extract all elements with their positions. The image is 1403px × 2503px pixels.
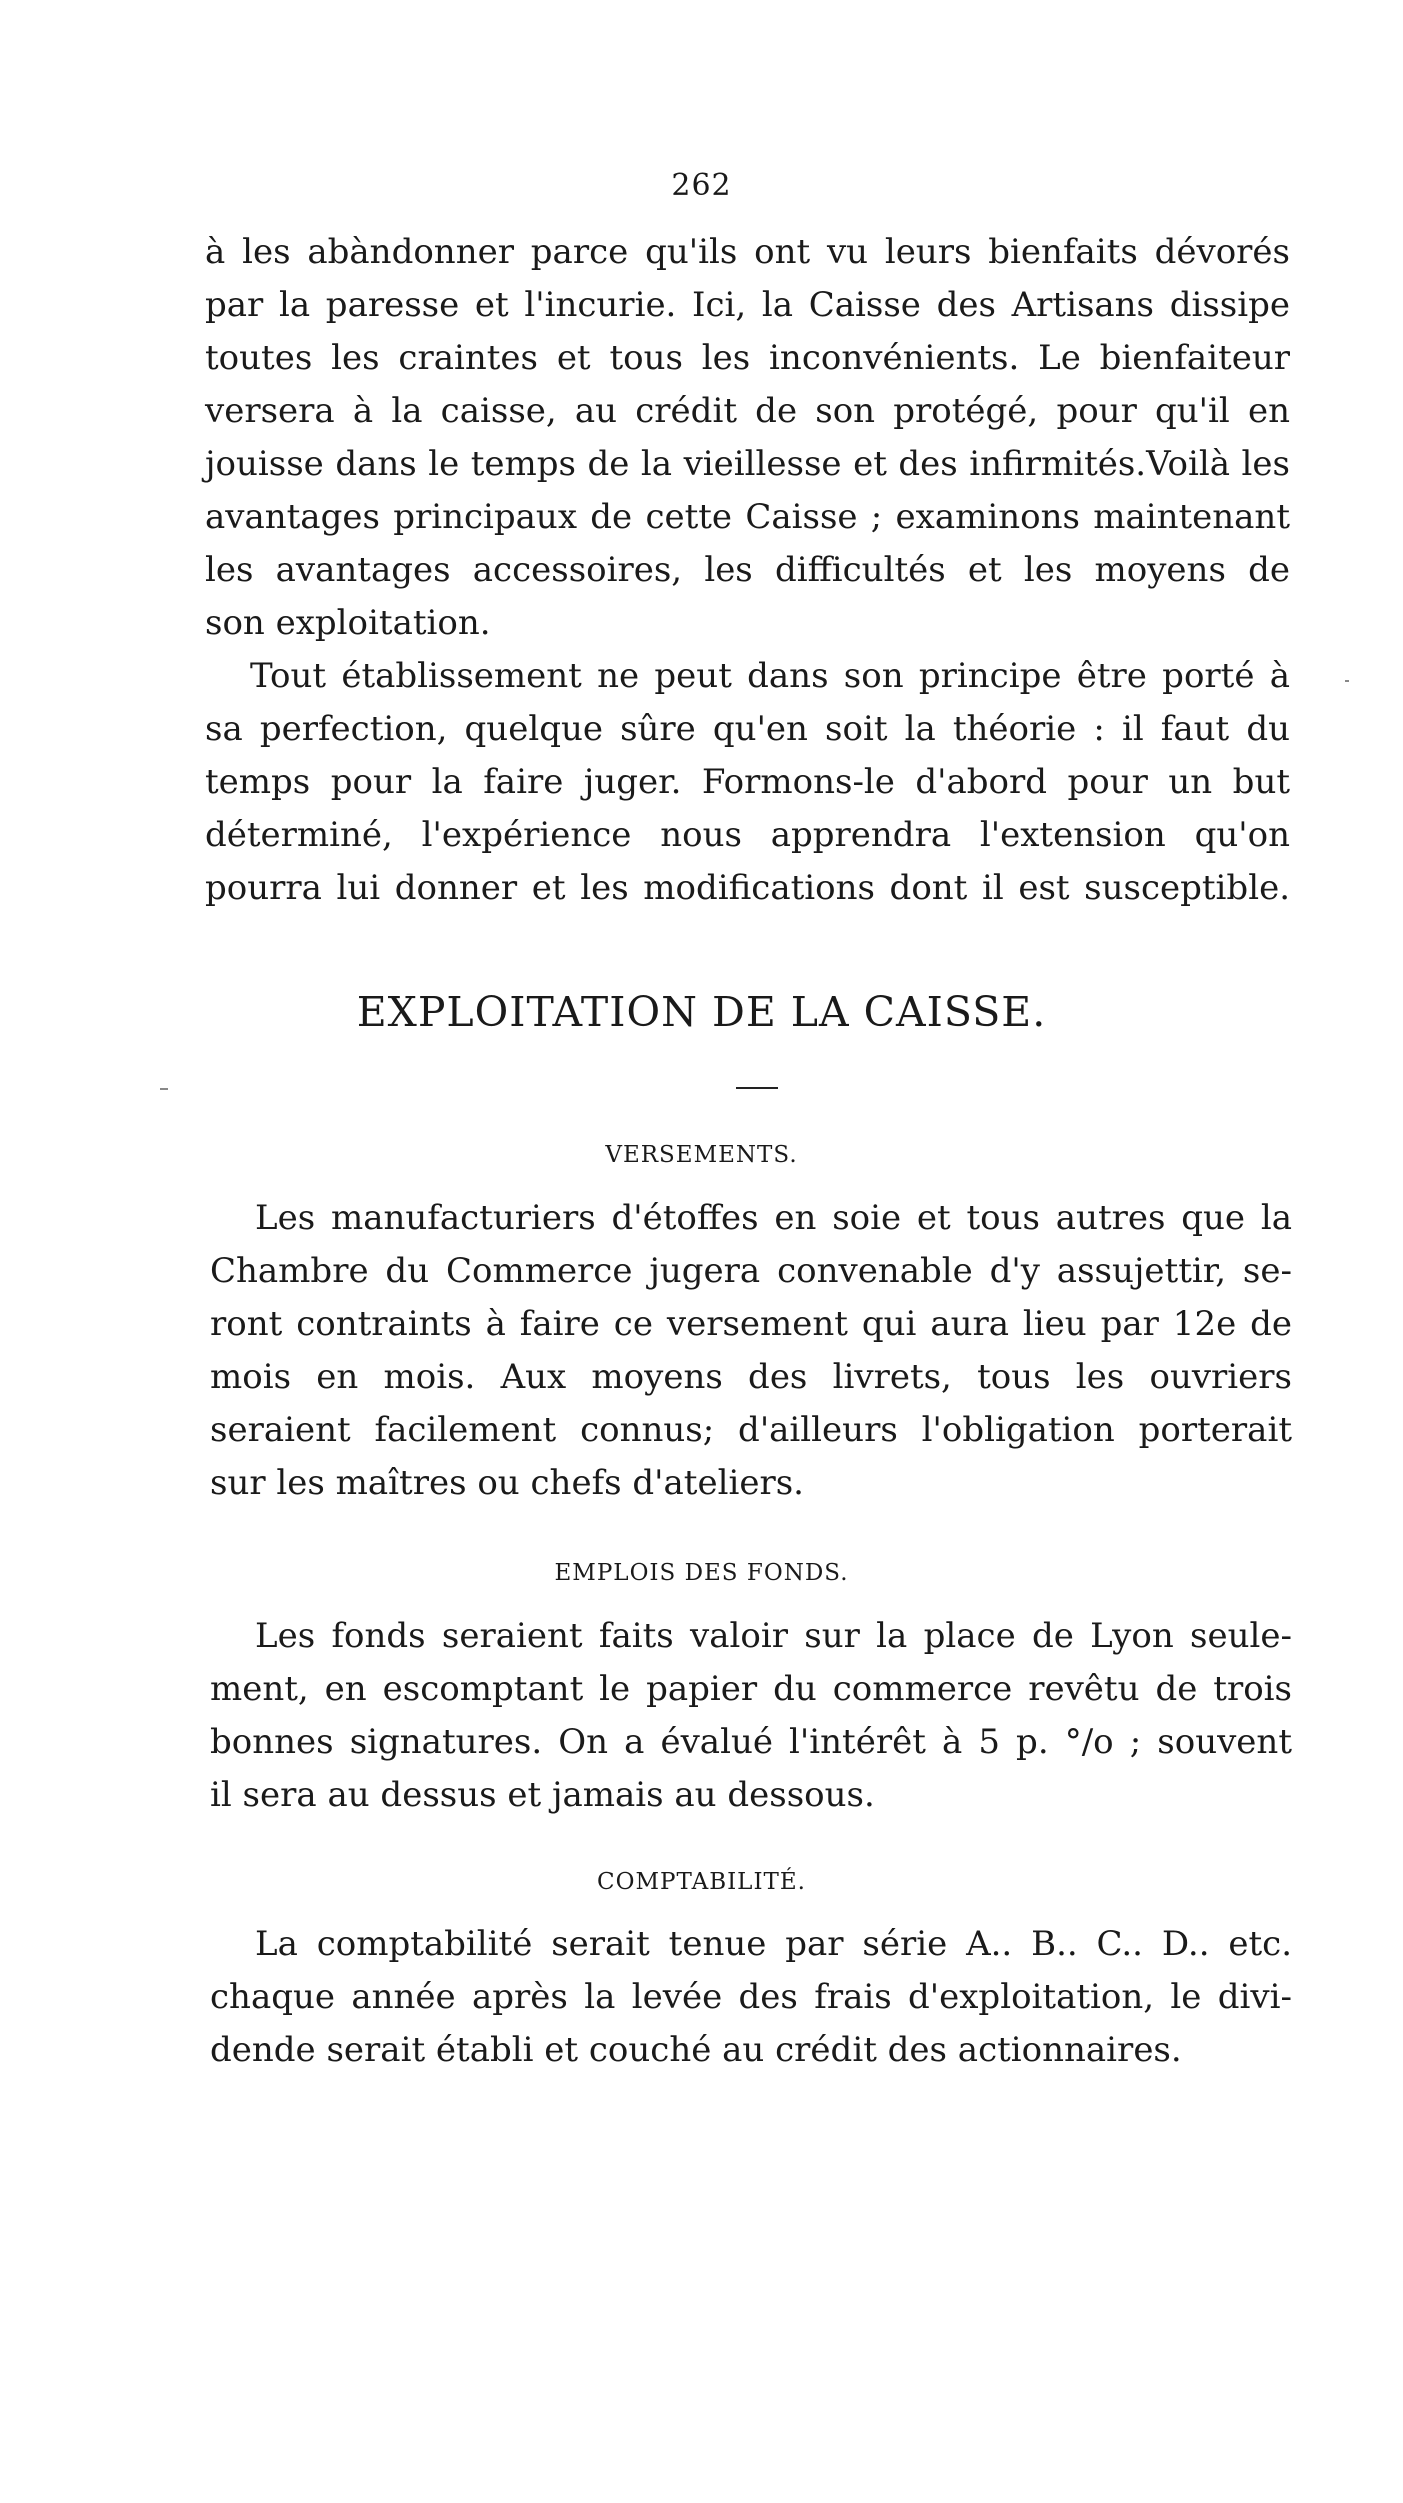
text-line: par la paresse et l'incurie. Ici, la Caisse des Artisans dissipe	[205, 285, 1290, 325]
text-line: sa perfection, quelque sûre qu'en soit la théorie : il faut du	[205, 709, 1290, 749]
text-line: ront contraints à faire ce versement qui aura lieu par 12e de	[210, 1304, 1292, 1344]
text-line: La comptabilité serait tenue par série A.. B.. C.. D.. etc.	[255, 1924, 1292, 1964]
paragraph-establishment	[205, 650, 1290, 915]
text-line: les avantages accessoires, les difficultés et les moyens de	[205, 550, 1290, 590]
section-title-comptabilite: COMPTABILITÉ.	[597, 1869, 806, 1895]
text-line: jouisse dans le temps de la vieillesse et des infirmités.Voilà les	[205, 444, 1290, 484]
chapter-heading: EXPLOITATION DE LA CAISSE.	[356, 988, 1047, 1036]
paragraph-continuation	[205, 226, 1290, 650]
text-line: à les abàndonner parce qu'ils ont vu leurs bienfaits dévorés	[205, 232, 1290, 272]
text-line: bonnes signatures. On a évalué l'intérêt à 5 p. °/o ; souvent	[210, 1722, 1292, 1762]
text-line: sur les maîtres ou chefs d'ateliers.	[210, 1463, 804, 1503]
text-line: toutes les craintes et tous les inconvénients. Le bienfaiteur	[205, 338, 1290, 378]
text-line: chaque année après la levée des frais d'exploitation, le divi-	[210, 1977, 1292, 2017]
text-line: ment, en escomptant le papier du commerce revêtu de trois	[210, 1669, 1292, 1709]
text-line: dende serait établi et couché au crédit des actionnaires.	[210, 2030, 1182, 2070]
text-line: temps pour la faire juger. Formons-le d'abord pour un but	[205, 762, 1290, 802]
scan-speck	[1345, 680, 1349, 682]
text-line: Les fonds seraient faits valoir sur la place de Lyon seule-	[255, 1616, 1292, 1656]
text-line: pourra lui donner et les modifications dont il est susceptible.	[205, 868, 1290, 908]
text-line: mois en mois. Aux moyens des livrets, tous les ouvriers	[210, 1357, 1292, 1397]
scan-speck	[160, 1088, 168, 1090]
section-body-emplois-des-fonds	[210, 1610, 1292, 1822]
text-line: Tout établissement ne peut dans son principe être porté à	[250, 656, 1290, 696]
section-body-comptabilite	[210, 1918, 1292, 2077]
section-title-emplois-des-fonds: EMPLOIS DES FONDS.	[554, 1560, 849, 1586]
text-line: Les manufacturiers d'étoffes en soie et tous autres que la	[255, 1198, 1292, 1238]
section-title-versements: VERSEMENTS.	[605, 1142, 798, 1168]
section-body-versements	[210, 1192, 1292, 1510]
text-line: versera à la caisse, au crédit de son protégé, pour qu'il en	[205, 391, 1290, 431]
heading-divider	[736, 1087, 778, 1089]
text-line: Chambre du Commerce jugera convenable d'y assujettir, se-	[210, 1251, 1292, 1291]
text-line: déterminé, l'expérience nous apprendra l'extension qu'on	[205, 815, 1290, 855]
text-line: seraient facilement connus; d'ailleurs l'obligation porterait	[210, 1410, 1292, 1450]
page-number: 262	[671, 168, 732, 203]
text-line: il sera au dessus et jamais au dessous.	[210, 1775, 875, 1815]
text-line: son exploitation.	[205, 603, 491, 643]
text-line: avantages principaux de cette Caisse ; examinons maintenant	[205, 497, 1290, 537]
